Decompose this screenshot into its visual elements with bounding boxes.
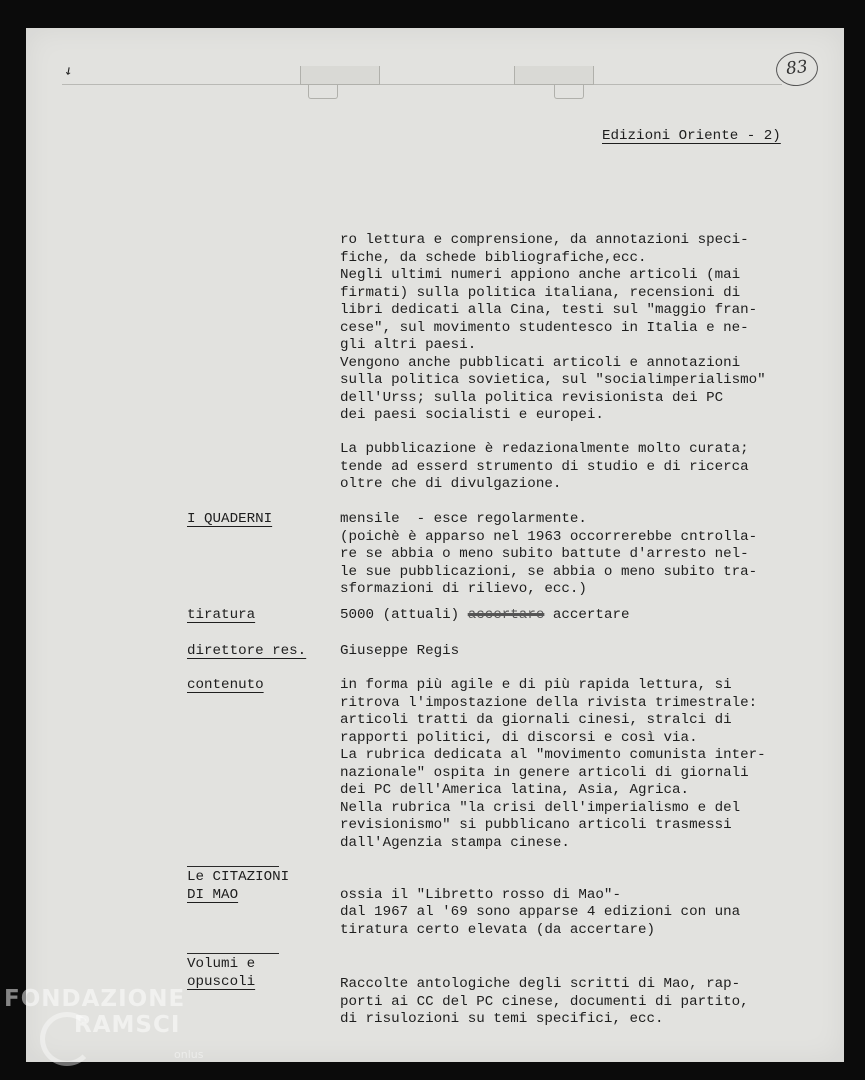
watermark xyxy=(4,986,185,1038)
section-label-contenuto: contenuto xyxy=(187,677,264,693)
body-text-line: firmati) sulla politica italiana, recensioni di xyxy=(340,284,741,301)
body-text-line: dei PC dell'America latina, Asia, Agrica. xyxy=(340,782,690,798)
label-overline xyxy=(187,953,279,954)
tiratura-note: accertare xyxy=(544,607,630,623)
body-text-line: Negli ultimi numeri appiono anche articoli (mai xyxy=(340,267,741,283)
body-text-line: articoli tratti da giornali cinesi, stralci di xyxy=(340,712,732,728)
body-text-line: (poichè è apparso nel 1963 occorrerebbe cntrolla- xyxy=(340,528,758,545)
page-number-stamp: 83 xyxy=(774,50,819,88)
body-text-line: in forma più agile e di più rapida lettura, si xyxy=(340,677,732,693)
body-text-line: dei paesi socialisti e europei. xyxy=(340,407,604,423)
section-label-volumi-line1: Volumi e xyxy=(187,956,256,972)
binder-clip xyxy=(308,84,338,99)
body-text-line: ro lettura e comprensione, da annotazioni speci- xyxy=(340,232,749,248)
body-text-line: La rubrica dedicata al "movimento comunista inter- xyxy=(340,747,766,763)
watermark-line2: RAMSCI xyxy=(74,1012,181,1038)
body-text-line: tiratura certo elevata (da accertare) xyxy=(340,921,656,938)
page-fold-line xyxy=(62,84,782,85)
body-text-line: ritrova l'impostazione della rivista trimestrale: xyxy=(340,694,758,711)
tiratura-number: 5000 (attuali) xyxy=(340,607,460,623)
body-text-line: dell'Urss; sulla politica revisionista dei PC xyxy=(340,389,724,406)
body-text-line: libri dedicati alla Cina, testi sul "maggio fran- xyxy=(340,302,758,318)
body-text-line: ossia il "Libretto rosso di Mao"- xyxy=(340,886,621,903)
label-overline xyxy=(187,866,279,867)
pencil-mark: ↙ xyxy=(60,61,77,80)
body-text-line: nazionale" ospita in genere articoli di giornali xyxy=(340,764,749,781)
body-text-line: rapporti politici, di discorsi e così via. xyxy=(340,729,698,746)
body-text-line: revisionismo" si pubblicano articoli trasmessi xyxy=(340,817,732,833)
body-text-line: tende ad esserd strumento di studio e di ricerca xyxy=(340,458,749,475)
body-text-line: mensile - esce regolarmente. xyxy=(340,511,587,527)
section-label-tiratura: tiratura xyxy=(187,607,256,623)
tiratura-value xyxy=(340,607,629,625)
watermark-line1: FONDAZIONE xyxy=(4,986,186,1012)
body-text-line: gli altri paesi. xyxy=(340,337,477,353)
watermark-suffix: onlus xyxy=(174,1048,204,1061)
binder-tab xyxy=(300,66,380,85)
section-label-direttore: direttore res. xyxy=(187,643,307,659)
binder-tab xyxy=(514,66,594,85)
body-text-line: le sue pubblicazioni, se abbia o meno subito tra- xyxy=(340,563,758,580)
body-text-line: sformazioni di rilievo, ecc.) xyxy=(340,581,587,597)
body-text-line: La pubblicazione è redazionalmente molto curata; xyxy=(340,441,749,457)
binder-clip xyxy=(554,84,584,99)
body-text-line: Raccolte antologiche degli scritti di Mao, rap- xyxy=(340,976,741,992)
direttore-value: Giuseppe Regis xyxy=(340,643,460,659)
struck-out-text: accertare xyxy=(467,607,545,623)
section-label-quaderni: I QUADERNI xyxy=(187,511,273,527)
section-label-volumi-line2: opuscoli xyxy=(187,973,256,990)
body-text-line: re se abbia o meno subito battute d'arresto nel- xyxy=(340,546,749,562)
body-text-line: cese", sul movimento studentesco in Italia e ne- xyxy=(340,319,749,336)
body-text-line: dall'Agenzia stampa cinese. xyxy=(340,834,570,851)
body-text-line: Vengono anche pubblicati articoli e annotazioni xyxy=(340,354,741,371)
section-label-citazioni-line1: Le CITAZIONI xyxy=(187,869,290,885)
body-text-line: porti ai CC del PC cinese, documenti di partito, xyxy=(340,993,749,1010)
body-text-line: sulla politica sovietica, sul "socialimperialismo" xyxy=(340,372,766,388)
body-text-line: oltre che di divulgazione. xyxy=(340,476,562,492)
body-text-line: dal 1967 al '69 sono apparse 4 edizioni con una xyxy=(340,904,741,920)
section-label-citazioni-line2: DI MAO xyxy=(187,886,239,903)
page-header-title: Edizioni Oriente - 2) xyxy=(602,128,781,144)
body-text-line: fiche, da schede bibliografiche,ecc. xyxy=(340,249,647,266)
body-text-line: di risulozioni su temi specifici, ecc. xyxy=(340,1011,664,1027)
body-text-line: Nella rubrica "la crisi dell'imperialismo e del xyxy=(340,799,741,816)
